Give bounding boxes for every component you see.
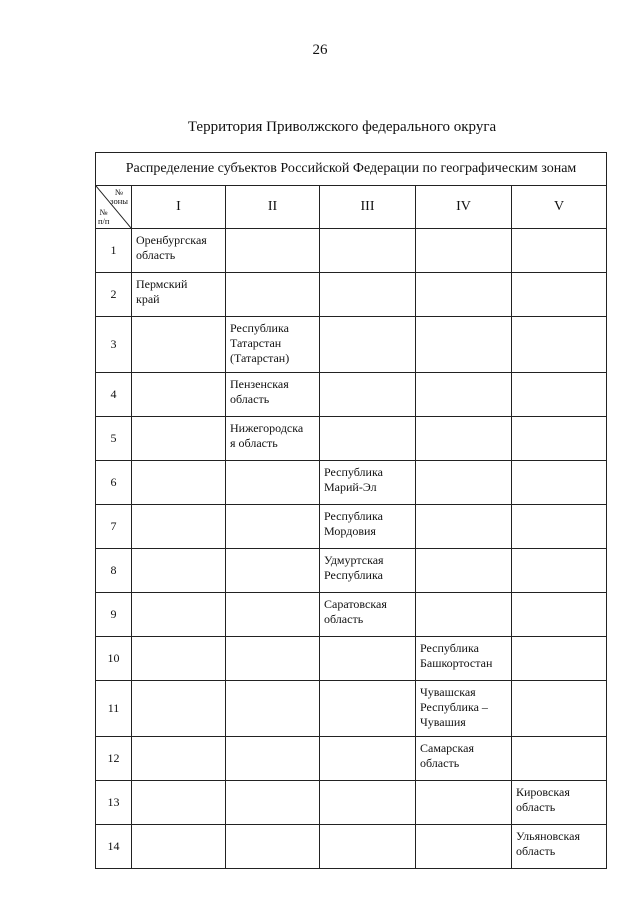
empty-cell [320,825,416,869]
empty-cell [226,681,320,737]
empty-cell [132,737,226,781]
page-number: 26 [312,42,328,58]
region-name-line: область [230,392,270,406]
row-number: 10 [96,637,132,681]
region-name-line: (Татарстан) [230,351,290,365]
empty-cell [416,317,512,373]
empty-cell [512,549,607,593]
zones-table [95,152,607,869]
region-name-line: область [516,800,556,814]
region-cell [512,825,607,869]
empty-cell [132,549,226,593]
empty-cell [512,637,607,681]
region-cell [226,373,320,417]
table-row [96,273,607,317]
region-name-line: Башкортостан [420,656,493,670]
empty-cell [320,417,416,461]
row-number: 11 [96,681,132,737]
table-row [96,681,607,737]
empty-cell [132,681,226,737]
empty-cell [226,273,320,317]
region-name-line: Ульяновская [516,829,580,843]
table-row [96,373,607,417]
corner-zone-label: № зоны [110,187,128,206]
empty-cell [132,417,226,461]
empty-cell [226,781,320,825]
empty-cell [320,737,416,781]
region-cell [416,681,512,737]
empty-cell [416,229,512,273]
empty-cell [132,825,226,869]
row-number: 13 [96,781,132,825]
region-cell [320,593,416,637]
table-row [96,505,607,549]
zone-header-2: II [226,186,320,229]
region-cell [512,781,607,825]
region-name-line: Мордовия [324,524,376,538]
region-name-line: Марий-Эл [324,480,377,494]
region-name-line: Республика – [420,700,488,714]
region-name-line: Республика [420,641,479,655]
empty-cell [512,461,607,505]
region-name-line: область [516,844,556,858]
row-number: 7 [96,505,132,549]
region-name-line: Пензенская [230,377,289,391]
empty-cell [132,637,226,681]
empty-cell [512,593,607,637]
empty-cell [132,317,226,373]
empty-cell [416,505,512,549]
empty-cell [416,825,512,869]
table-caption: Распределение субъектов Российской Федерации по географическим зонам [96,153,607,186]
empty-cell [512,273,607,317]
row-number: 14 [96,825,132,869]
empty-cell [512,681,607,737]
empty-cell [226,461,320,505]
empty-cell [416,273,512,317]
empty-cell [132,781,226,825]
table-row [96,781,607,825]
empty-cell [320,681,416,737]
empty-cell [416,373,512,417]
region-name-line: область [136,248,176,262]
region-name-line: Пермский [136,277,188,291]
empty-cell [512,229,607,273]
empty-cell [512,417,607,461]
row-number: 8 [96,549,132,593]
zone-header-3: III [320,186,416,229]
empty-cell [320,373,416,417]
empty-cell [132,461,226,505]
region-cell [320,461,416,505]
region-name-line: Нижегородска [230,421,304,435]
row-number: 6 [96,461,132,505]
empty-cell [512,317,607,373]
empty-cell [320,781,416,825]
region-name-line: Самарская [420,741,474,755]
table-row [96,737,607,781]
region-name-line: Республика [324,509,383,523]
empty-cell [416,549,512,593]
empty-cell [226,593,320,637]
row-number: 2 [96,273,132,317]
empty-cell [512,373,607,417]
empty-cell [226,737,320,781]
empty-cell [320,273,416,317]
document-title: Территория Приволжского федерального округа [187,119,497,135]
corner-number-label: № п/п [98,207,110,226]
region-name-line: Республика [324,465,383,479]
region-name-line: Кировская [516,785,570,799]
table-row [96,461,607,505]
empty-cell [512,505,607,549]
row-number: 5 [96,417,132,461]
table-body [96,229,607,869]
empty-cell [320,317,416,373]
region-cell [416,637,512,681]
region-name-line: область [420,756,460,770]
empty-cell [132,505,226,549]
zone-header-4: IV [416,186,512,229]
table-row [96,593,607,637]
row-number: 9 [96,593,132,637]
region-name-line: область [324,612,364,626]
empty-cell [320,637,416,681]
empty-cell [416,417,512,461]
table-row [96,549,607,593]
empty-cell [132,373,226,417]
zone-header-5: V [512,186,607,229]
row-number: 3 [96,317,132,373]
region-name-line: Оренбургская [136,233,207,247]
empty-cell [226,637,320,681]
empty-cell [226,825,320,869]
region-name-line: Республика [230,321,289,335]
region-cell [226,417,320,461]
empty-cell [226,549,320,593]
region-name-line: Татарстан [230,336,282,350]
empty-cell [416,781,512,825]
region-cell [132,229,226,273]
empty-cell [416,593,512,637]
region-name-line: край [136,292,160,306]
empty-cell [320,229,416,273]
region-name-line: Чувашская [420,685,476,699]
region-cell [416,737,512,781]
region-cell [320,505,416,549]
row-number: 1 [96,229,132,273]
region-name-line: Республика [324,568,383,582]
empty-cell [226,229,320,273]
region-cell [132,273,226,317]
zone-header-1: I [132,186,226,229]
empty-cell [416,461,512,505]
empty-cell [226,505,320,549]
table-row [96,637,607,681]
row-number: 4 [96,373,132,417]
region-cell [320,549,416,593]
region-name-line: Удмуртская [324,553,384,567]
region-name-line: Саратовская [324,597,387,611]
region-name-line: я область [230,436,278,450]
empty-cell [132,593,226,637]
header-row [96,186,607,229]
region-cell [226,317,320,373]
corner-header-cell [96,186,132,229]
row-number: 12 [96,737,132,781]
table-row [96,417,607,461]
table-row [96,229,607,273]
region-name-line: Чувашия [420,715,466,729]
empty-cell [512,737,607,781]
table-row [96,825,607,869]
table-row [96,317,607,373]
